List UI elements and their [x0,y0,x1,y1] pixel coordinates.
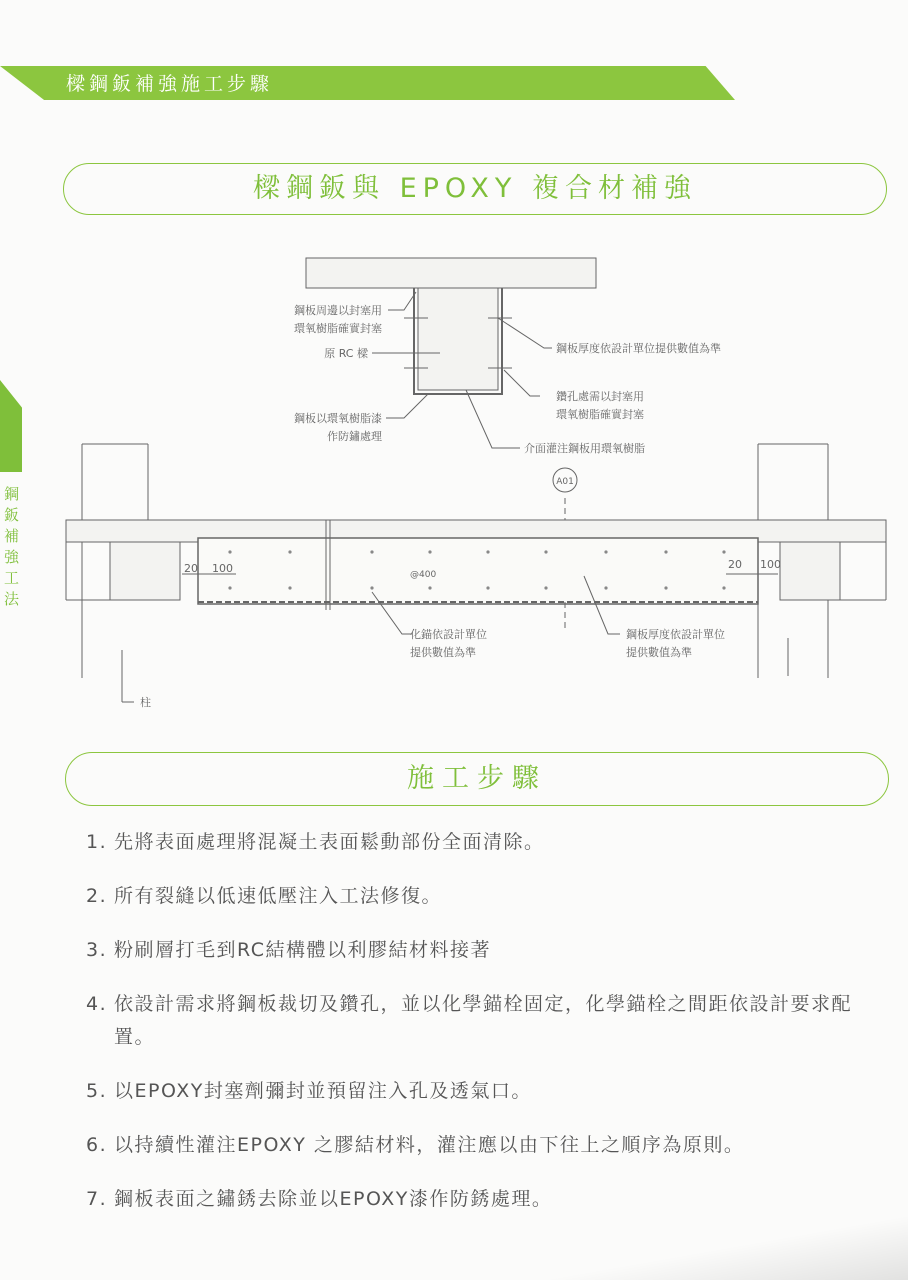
callout-plate-thickness: 鋼板厚度依設計單位提供數值為準 [556,342,721,355]
callout-paint-2: 作防鏽處理 [327,430,382,443]
callout-drill-1: 鑽孔處需以封塞用 [556,390,644,403]
section-slab [306,258,596,288]
step-number: 2. [86,885,108,907]
page-title: 樑鋼鈑補強施工步驟 [66,73,274,95]
elevation-beam-right [780,542,840,600]
step-text: 以持續性灌注EPOXY 之膠結材料，灌注應以由下往上之順序為原則。 [114,1134,745,1156]
step-number: 3. [86,939,108,961]
callout-anchor-1: 化錨依設計單位 [410,628,487,641]
step-text: 粉刷層打毛到RC結構體以利膠結材料接著 [114,939,492,961]
dim-spacing: @400 [410,570,437,580]
step-number: 1. [86,831,108,853]
list-item [86,1129,866,1162]
step-number: 6. [86,1134,108,1156]
section-beam [418,288,498,390]
step-number: 7. [86,1188,108,1210]
callout-drill-2: 環氧樹脂確實封塞 [556,408,644,421]
leader-plate-thickness [498,318,552,348]
dim-gap-right: 20 [728,558,742,571]
leader-drill [504,370,540,396]
list-item [86,880,866,913]
step-text: 以EPOXY封塞劑彌封並預留注入孔及透氣口。 [114,1080,532,1102]
list-item [86,934,866,967]
step-text: 所有裂縫以低速低壓注入工法修復。 [114,885,443,907]
step-number: 5. [86,1080,108,1102]
callout-column: 柱 [140,696,151,709]
step-text: 鋼板表面之鏽銹去除並以EPOXY漆作防銹處理。 [114,1188,553,1210]
list-item [86,988,866,1054]
section-title-composite: 樑鋼鈑與 EPOXY 複合材補強 [252,173,698,204]
step-text: 依設計需求將鋼板裁切及鑽孔，並以化學錨栓固定，化學錨栓之間距依設計要求配置。 [114,993,853,1048]
callout-plate-thickness-2b: 提供數值為準 [626,646,692,659]
list-item [86,1075,866,1108]
section-header-composite [63,163,887,215]
leader-seal-edge [388,292,416,310]
leader-paint [386,394,428,418]
beam-reinforcement-drawing [0,230,908,730]
elevation-beam-left [110,542,180,600]
leader-interface [466,390,520,448]
section-mark-label: A01 [556,477,574,487]
callout-seal-edge-2: 環氧樹脂確實封塞 [294,322,382,335]
elevation-steel-plate [198,538,758,604]
side-tab-label: 鋼鈑補強工法 [4,485,20,608]
section-title-steps: 施工步驟 [407,763,547,794]
callout-seal-edge-1: 鋼板周邊以封塞用 [294,304,382,317]
callout-paint-1: 鋼板以環氧樹脂漆 [294,412,382,425]
dim-edge-left: 100 [212,562,233,575]
dim-gap-left: 20 [184,562,198,575]
step-number: 4. [86,993,108,1015]
section-header-steps [65,752,889,806]
step-text: 先將表面處理將混凝土表面鬆動部份全面清除。 [114,831,545,853]
list-item [86,826,866,859]
steps-list [86,826,866,1237]
callout-anchor-2: 提供數值為準 [410,646,476,659]
callout-original-rc: 原 RC 樑 [324,347,368,360]
page-curl-shadow [488,1210,908,1280]
callout-plate-thickness-2a: 鋼板厚度依設計單位 [626,628,725,641]
dim-edge-right: 100 [760,558,781,571]
callout-interface: 介面灌注鋼板用環氧樹脂 [524,442,645,455]
